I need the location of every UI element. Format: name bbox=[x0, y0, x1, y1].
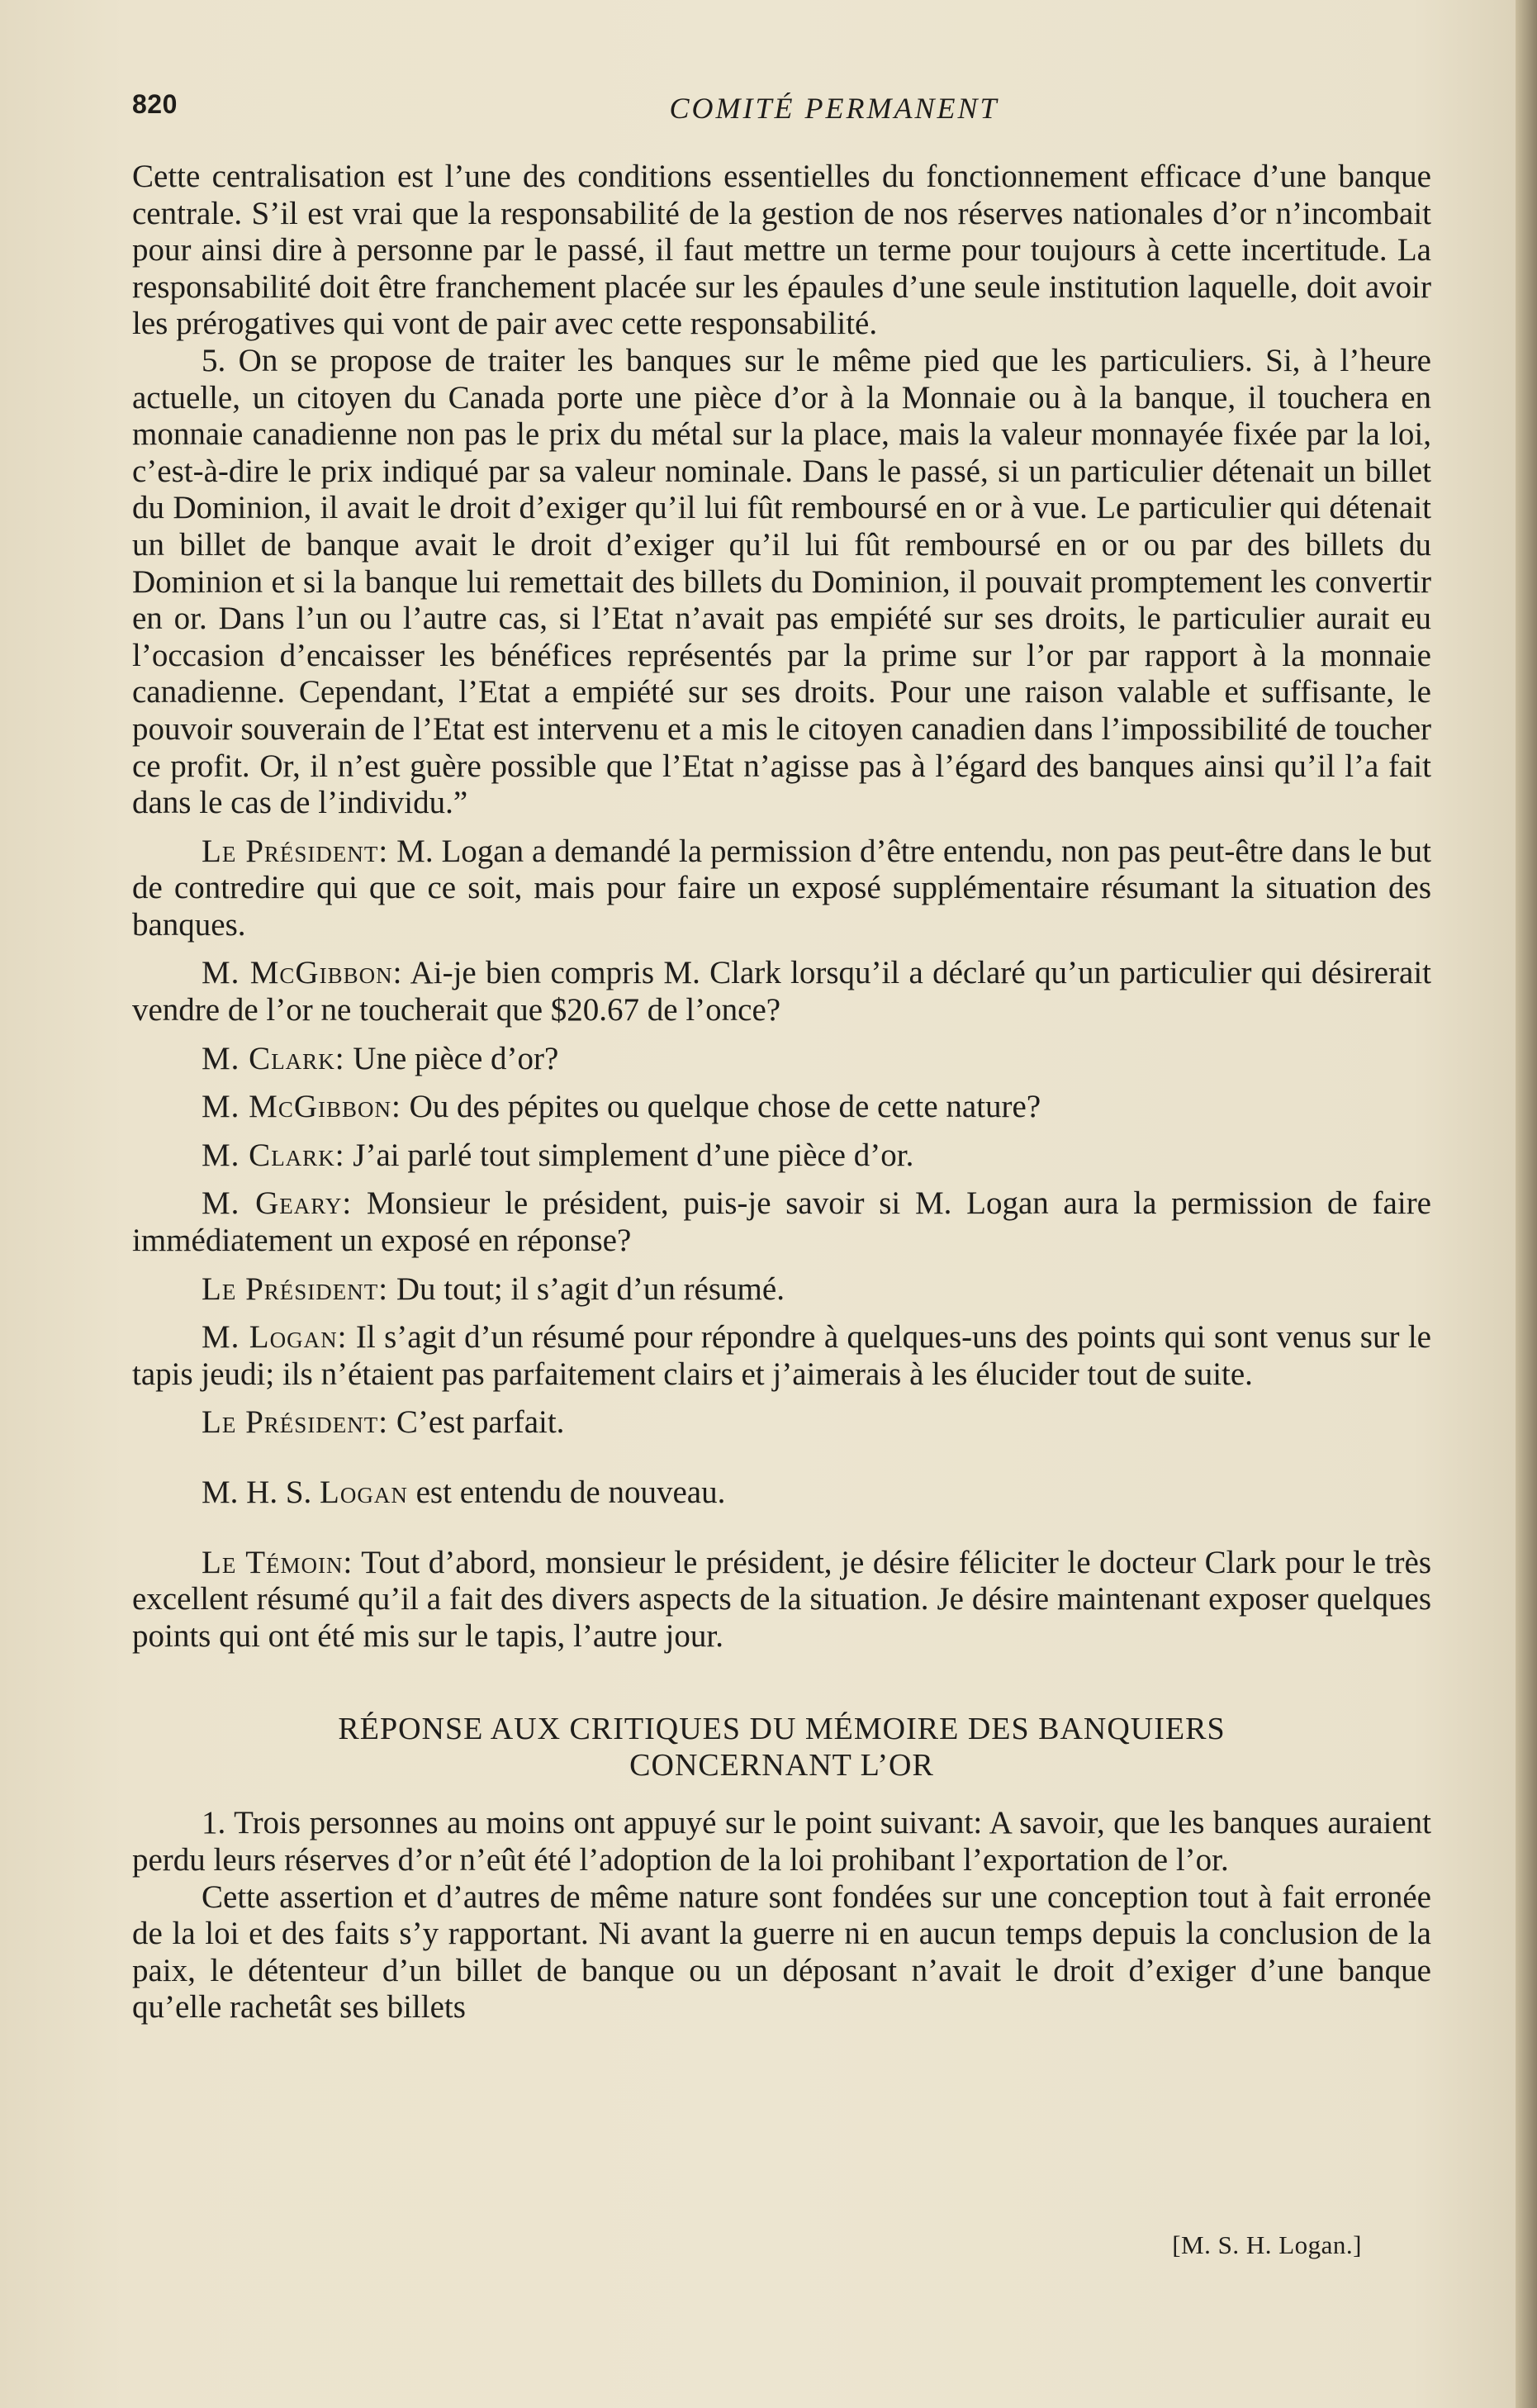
speech-text: M. Logan a demandé la permission d’être entendu, non pas peut-être dans le but de contredire qui que ce soit, mais pour faire un exposé supplémentaire résumant la situation des banques. bbox=[132, 833, 1432, 943]
paragraph: Cette centralisation est l’une des conditions essentielles du fonctionnement efficace d’une banque centrale. S’il est vrai que la responsabilité de la gestion de nos réserves nationales d’or n’incombait pour ainsi dire à personne par le passé, il faut mettre un terme pour toujours à cette incertitude. La responsabilité doit être franchement placée sur les épaules d’une seule institution laquelle, doit avoir les prérogatives qui vont de pair avec cette responsabilité. bbox=[132, 159, 1431, 342]
paragraph: 5. On se propose de traiter les banques sur le même pied que les particuliers. Si, à l’heure actuelle, un citoyen du Canada porte une pièce d’or à la Monnaie ou à la banque, il touchera en monnaie canadienne non pas le prix du métal sur la place, mais la valeur monnayée fixée par la loi, c’est-à-dire le prix indiqué par sa valeur nominale. Dans le passé, si un particulier détenait un billet du Dominion, il avait le droit d’exiger qu’il lui fût remboursé en or à vue. Le particulier qui détenait un billet de banque avait le droit d’exiger qu’il lui fût remboursé en or ou par des billets du Dominion et si la banque lui remettait des billets du Dominion, il pouvait promptement les convertir en or. Dans l’un ou l’autre cas, si l’Etat n’avait pas empiété sur ses droits, le particulier aurait eu l’occasion d’encaisser les bénéfices représentés par la prime sur l’or par rapport à la monnaie canadienne. Cependant, l’Etat a empiété sur ses droits. Pour une raison valable et suffisante, le pouvoir souverain de l’Etat est intervenu et a mis le citoyen canadien dans l’impossibilité de toucher ce profit. Or, il n’est guère possible que l’Etat n’agisse pas à l’égard des banques ainsi qu’il l’a fait dans le cas de l’individu.” bbox=[132, 342, 1431, 821]
witness-line bbox=[132, 1475, 1431, 1512]
speaker: M. Clark: bbox=[202, 1137, 345, 1173]
speech-text: Ou des pépites ou quelque chose de cette nature? bbox=[409, 1089, 1041, 1125]
speaker: M. McGibbon: bbox=[202, 1089, 401, 1125]
speech bbox=[132, 1041, 1431, 1078]
page-header bbox=[132, 89, 1437, 131]
running-head: COMITÉ PERMANENT bbox=[669, 92, 999, 125]
body-text bbox=[132, 159, 1431, 2026]
witness-name: Logan bbox=[320, 1475, 408, 1510]
speech bbox=[132, 955, 1431, 1028]
section-heading-line: CONCERNANT L’OR bbox=[629, 1748, 934, 1783]
paragraph: 1. Trois personnes au moins ont appuyé sur le point suivant: A savoir, que les banques auraient perdu leurs réserves d’or n’eût été l’adoption de la loi prohibant l’exportation de l’or. bbox=[132, 1805, 1431, 1878]
speech bbox=[132, 1319, 1431, 1393]
speaker: M. Geary: bbox=[202, 1185, 353, 1222]
speech bbox=[132, 1404, 1431, 1441]
page-edge-shadow bbox=[1516, 0, 1537, 2408]
speaker: Le Président: bbox=[202, 1270, 389, 1307]
paragraph: Cette assertion et d’autres de même nature sont fondées sur une conception tout à fait erronée de la loi et des faits s’y rapportant. Ni avant la guerre ni en aucun temps depuis la conclusion de la paix, le détenteur d’un billet de banque ou un déposant n’avait le droit d’exiger d’une banque qu’elle rachetât ses billets bbox=[132, 1878, 1431, 2026]
speaker: Le Témoin: bbox=[202, 1544, 353, 1580]
speech bbox=[132, 1089, 1431, 1126]
speech-text: Une pièce d’or? bbox=[353, 1040, 559, 1076]
speaker: M. Logan: bbox=[202, 1319, 348, 1356]
speech-text: C’est parfait. bbox=[396, 1404, 565, 1441]
speech bbox=[132, 1545, 1431, 1655]
speech-text: J’ai parlé tout simplement d’une pièce d’or. bbox=[353, 1137, 914, 1173]
witness-prefix: M. H. S. bbox=[202, 1475, 312, 1510]
speech-text: Tout d’abord, monsieur le président, je désire féliciter le docteur Clark pour le très excellent résumé qu’il a fait des divers aspects de la situation. Je désire maintenant exposer quelques points qui ont été mis sur le tapis, l’autre jour. bbox=[132, 1544, 1432, 1654]
page-number: 820 bbox=[132, 89, 178, 119]
speech-text: Ai-je bien compris M. Clark lorsqu’il a déclaré qu’un particulier qui désirerait vendre de l’or ne toucherait que $20.67 de l’once? bbox=[132, 955, 1432, 1028]
speaker: M. McGibbon: bbox=[202, 955, 403, 991]
speaker: Le Président: bbox=[202, 1404, 389, 1441]
speech bbox=[132, 1271, 1431, 1308]
speech bbox=[132, 1138, 1431, 1175]
speech bbox=[132, 1185, 1431, 1259]
speaker: Le Président: bbox=[202, 833, 389, 869]
section-heading-line: RÉPONSE AUX CRITIQUES DU MÉMOIRE DES BANQUIERS bbox=[338, 1712, 1226, 1747]
speech-text: Monsieur le président, puis-je savoir si M. Logan aura la permission de faire immédiatement un exposé en réponse? bbox=[132, 1185, 1431, 1259]
section-heading bbox=[132, 1711, 1431, 1783]
speech bbox=[132, 834, 1431, 944]
speaker: M. Clark: bbox=[202, 1040, 345, 1076]
witness-suffix: est entendu de nouveau. bbox=[415, 1475, 726, 1510]
speech-text: Il s’agit d’un résumé pour répondre à quelques-uns des points qui sont venus sur le tapis jeudi; ils n’étaient pas parfaitement clairs et j’aimerais à les élucider tout de suite. bbox=[132, 1319, 1431, 1392]
speech-text: Du tout; il s’agit d’un résumé. bbox=[396, 1270, 785, 1307]
footer-signature: [M. S. H. Logan.] bbox=[1172, 2230, 1362, 2259]
